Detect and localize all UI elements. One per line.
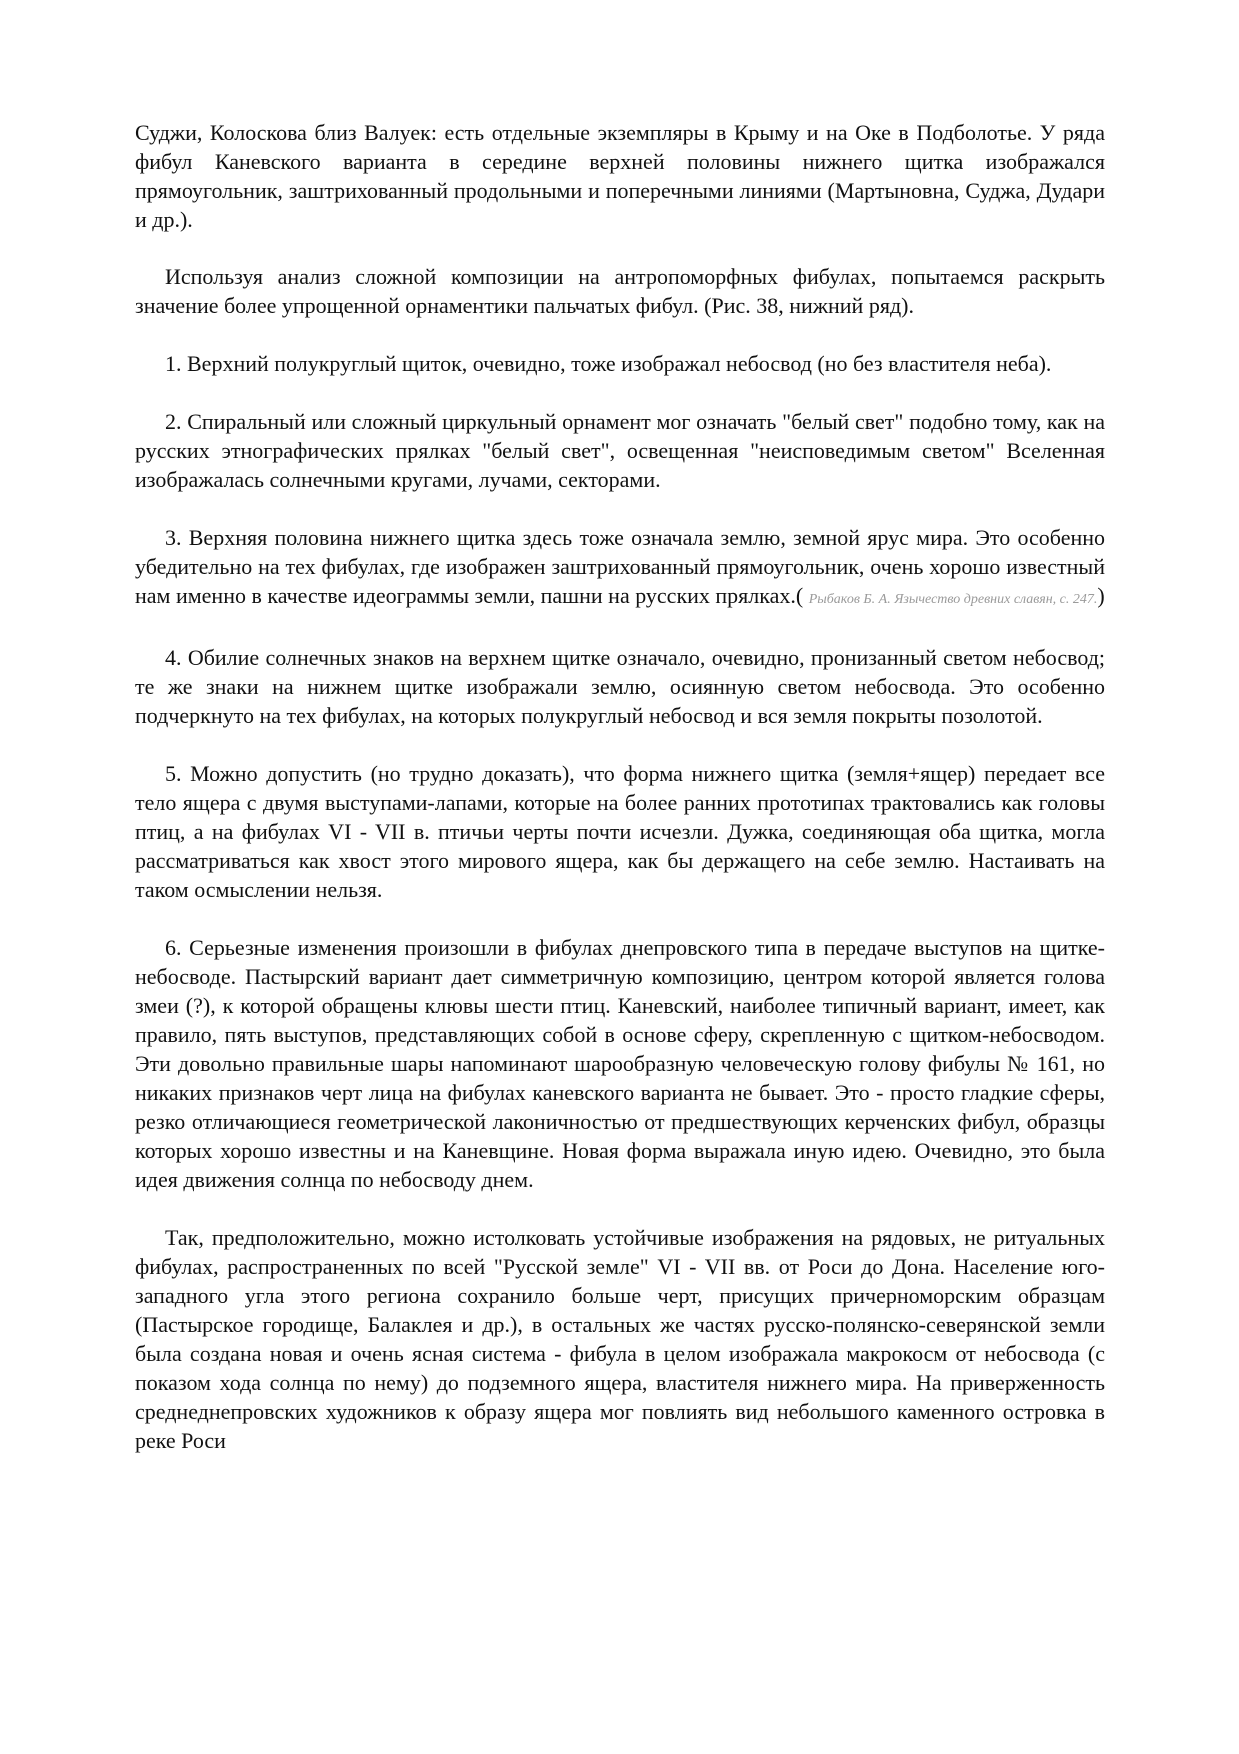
- paragraph-7: 5. Можно допустить (но трудно доказать), что форма нижнего щитка (земля+ящер) передает все тело ящера с двумя выступами-лапами, которые на более ранних прототипах трактовались как головы птиц, а на фибулах VI - VII в. птичьи черты почти исчезли. Дужка, соединяющая оба щитка, могла рассматриваться как хвост этого мирового ящера, как бы держащего на себе землю. Настаивать на таком осмыслении нельзя.: [135, 761, 1105, 902]
- paragraph-2: Используя анализ сложной композиции на антропоморфных фибулах, попытаемся раскрыть значение более упрощенной орнаментики пальчатых фибул. (Рис. 38, нижний ряд).: [135, 264, 1105, 318]
- paragraph-6: 4. Обилие солнечных знаков на верхнем щитке означало, очевидно, пронизанный светом небосвод; те же знаки на нижнем щитке изображали землю, осиянную светом небосвода. Это особенно подчеркнуто на тех фибулах, на которых полукруглый небосвод и вся земля покрыты позолотой.: [135, 645, 1105, 728]
- paragraph-5: [135, 523, 1105, 614]
- paragraph-9: Так, предположительно, можно истолковать устойчивые изображения на рядовых, не ритуальных фибулах, распространенных по всей "Русской земле" VI - VII вв. от Роси до Дона. Население юго-западного угла этого региона сохранило больше черт, присущих причерноморским образцам (Пастырское городище, Балаклея и др.), в остальных же частях русско-полянско-северянской земли была создана новая и очень ясная система - фибула в целом изображала макрокосм от небосвода (с показом хода солнца по нему) до подземного ящера, властителя нижнего мира. На приверженность среднеднепровских художников к образу ящера мог повлиять вид небольшого каменного островка в реке Роси: [135, 1225, 1105, 1453]
- citation-open: (: [795, 583, 804, 608]
- paragraph-4: 2. Спиральный или сложный циркульный орнамент мог означать "белый свет" подобно тому, как на русских этнографических прялках "белый свет", освещенная "неисповедимым светом" Вселенная изображалась солнечными кругами, лучами, секторами.: [135, 409, 1105, 492]
- citation-text: Рыбаков Б. А. Язычество древних славян, с. 247.: [808, 592, 1098, 607]
- citation-close: ): [1097, 583, 1105, 608]
- paragraph-1: Суджи, Колоскова близ Валуек: есть отдельные экземпляры в Крыму и на Оке в Подболотье. У ряда фибул Каневского варианта в середине верхней половины нижнего щитка изображался прямоугольник, заштрихованный продольными и поперечными линиями (Мартыновна, Суджа, Дудари и др.).: [135, 120, 1105, 232]
- document-page: [135, 118, 1105, 1484]
- paragraph-3: 1. Верхний полукруглый щиток, очевидно, тоже изображал небосвод (но без властителя неба).: [165, 351, 1052, 376]
- paragraph-5-text: 3. Верхняя половина нижнего щитка здесь тоже означала землю, земной ярус мира. Это особенно убедительно на тех фибулах, где изображен заштрихованный прямоугольник, очень хорошо известный нам именно в качестве идеограммы земли, пашни на русских прялках.: [135, 525, 1105, 608]
- paragraph-8: 6. Серьезные изменения произошли в фибулах днепровского типа в передаче выступов на щитке-небосводе. Пастырский вариант дает симметричную композицию, центром которой является голова змеи (?), к которой обращены клювы шести птиц. Каневский, наиболее типичный вариант, имеет, как правило, пять выступов, представляющих собой в основе сферу, скрепленную с щитком-небосводом. Эти довольно правильные шары напоминают шарообразную человеческую голову фибулы № 161, но никаких признаков черт лица на фибулах каневского варианта не бывает. Это - просто гладкие сферы, резко отличающиеся геометрической лаконичностью от предшествующих керченских фибул, образцы которых хорошо известны и на Каневщине. Новая форма выражала иную идею. Очевидно, это была идея движения солнца по небосводу днем.: [135, 935, 1105, 1192]
- citation: [796, 583, 1105, 608]
